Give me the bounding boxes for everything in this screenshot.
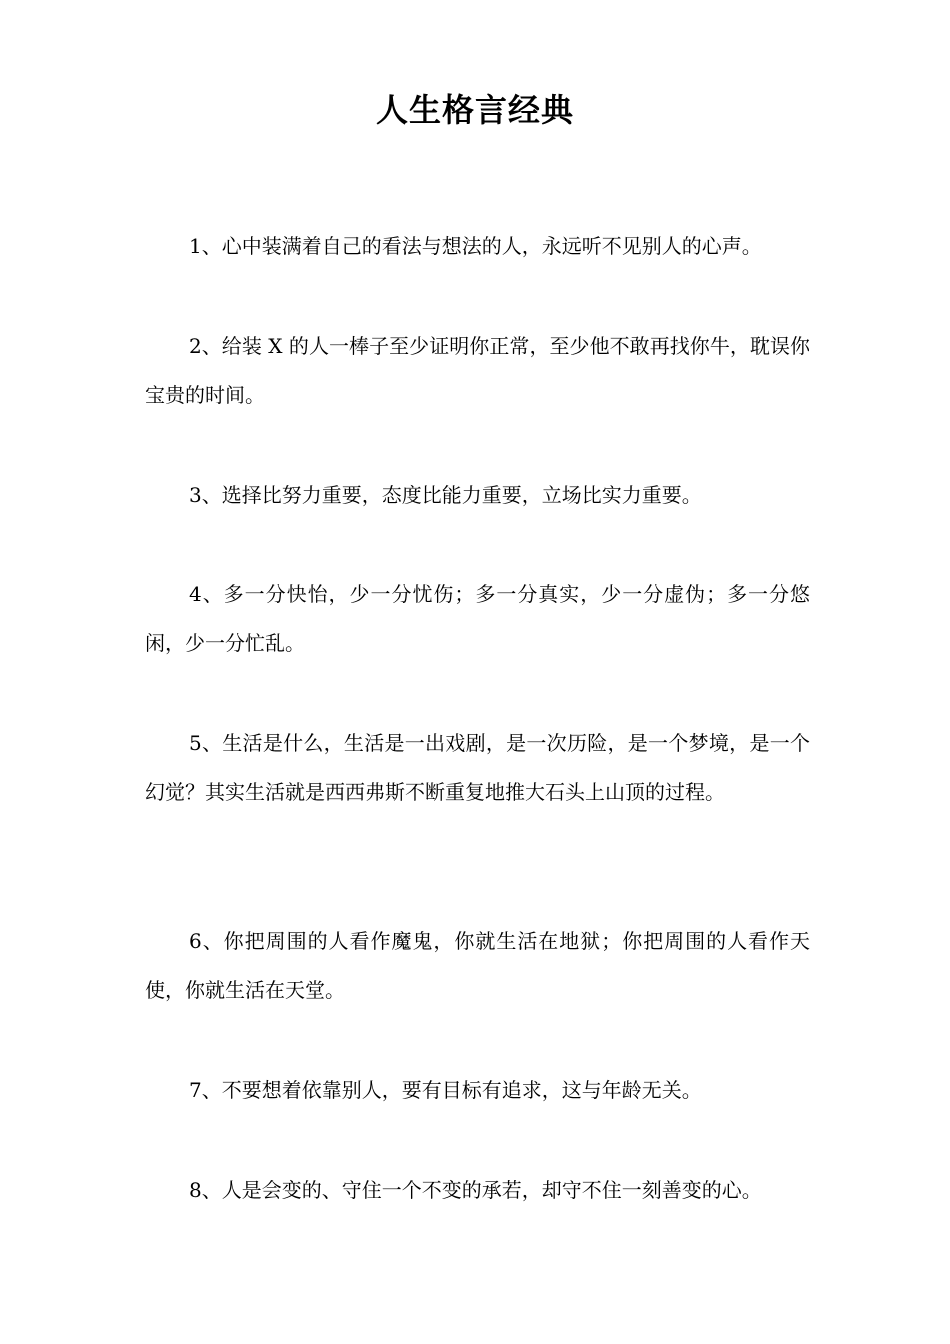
quote-paragraph-1: 1、心中装满着自己的看法与想法的人，永远听不见别人的心声。 <box>189 234 762 258</box>
quote-paragraph-3: 3、选择比努力重要，态度比能力重要，立场比实力重要。 <box>189 483 702 507</box>
quote-paragraph-6: 6、你把周围的人看作魔鬼，你就生活在地狱；你把周围的人看作天使，你就生活在天堂。 <box>145 929 810 1002</box>
quote-paragraph-7: 7、不要想着依靠别人，要有目标有追求，这与年龄无关。 <box>189 1078 702 1102</box>
quote-paragraph-8: 8、人是会变的、守住一个不变的承若，却守不住一刻善变的心。 <box>189 1178 762 1202</box>
quote-paragraph-4: 4、多一分快怡，少一分忧伤；多一分真实，少一分虚伪；多一分悠闲，少一分忙乱。 <box>145 582 810 655</box>
quote-paragraph-2: 2、给装 X 的人一棒子至少证明你正常，至少他不敢再找你牛，耽误你宝贵的时间。 <box>145 334 810 407</box>
quote-paragraph-5: 5、生活是什么，生活是一出戏剧，是一次历险，是一个梦境，是一个幻觉？其实生活就是西西弗斯不断重复地推大石头上山顶的过程。 <box>145 731 810 804</box>
document-title: 人生格言经典 <box>375 91 574 129</box>
